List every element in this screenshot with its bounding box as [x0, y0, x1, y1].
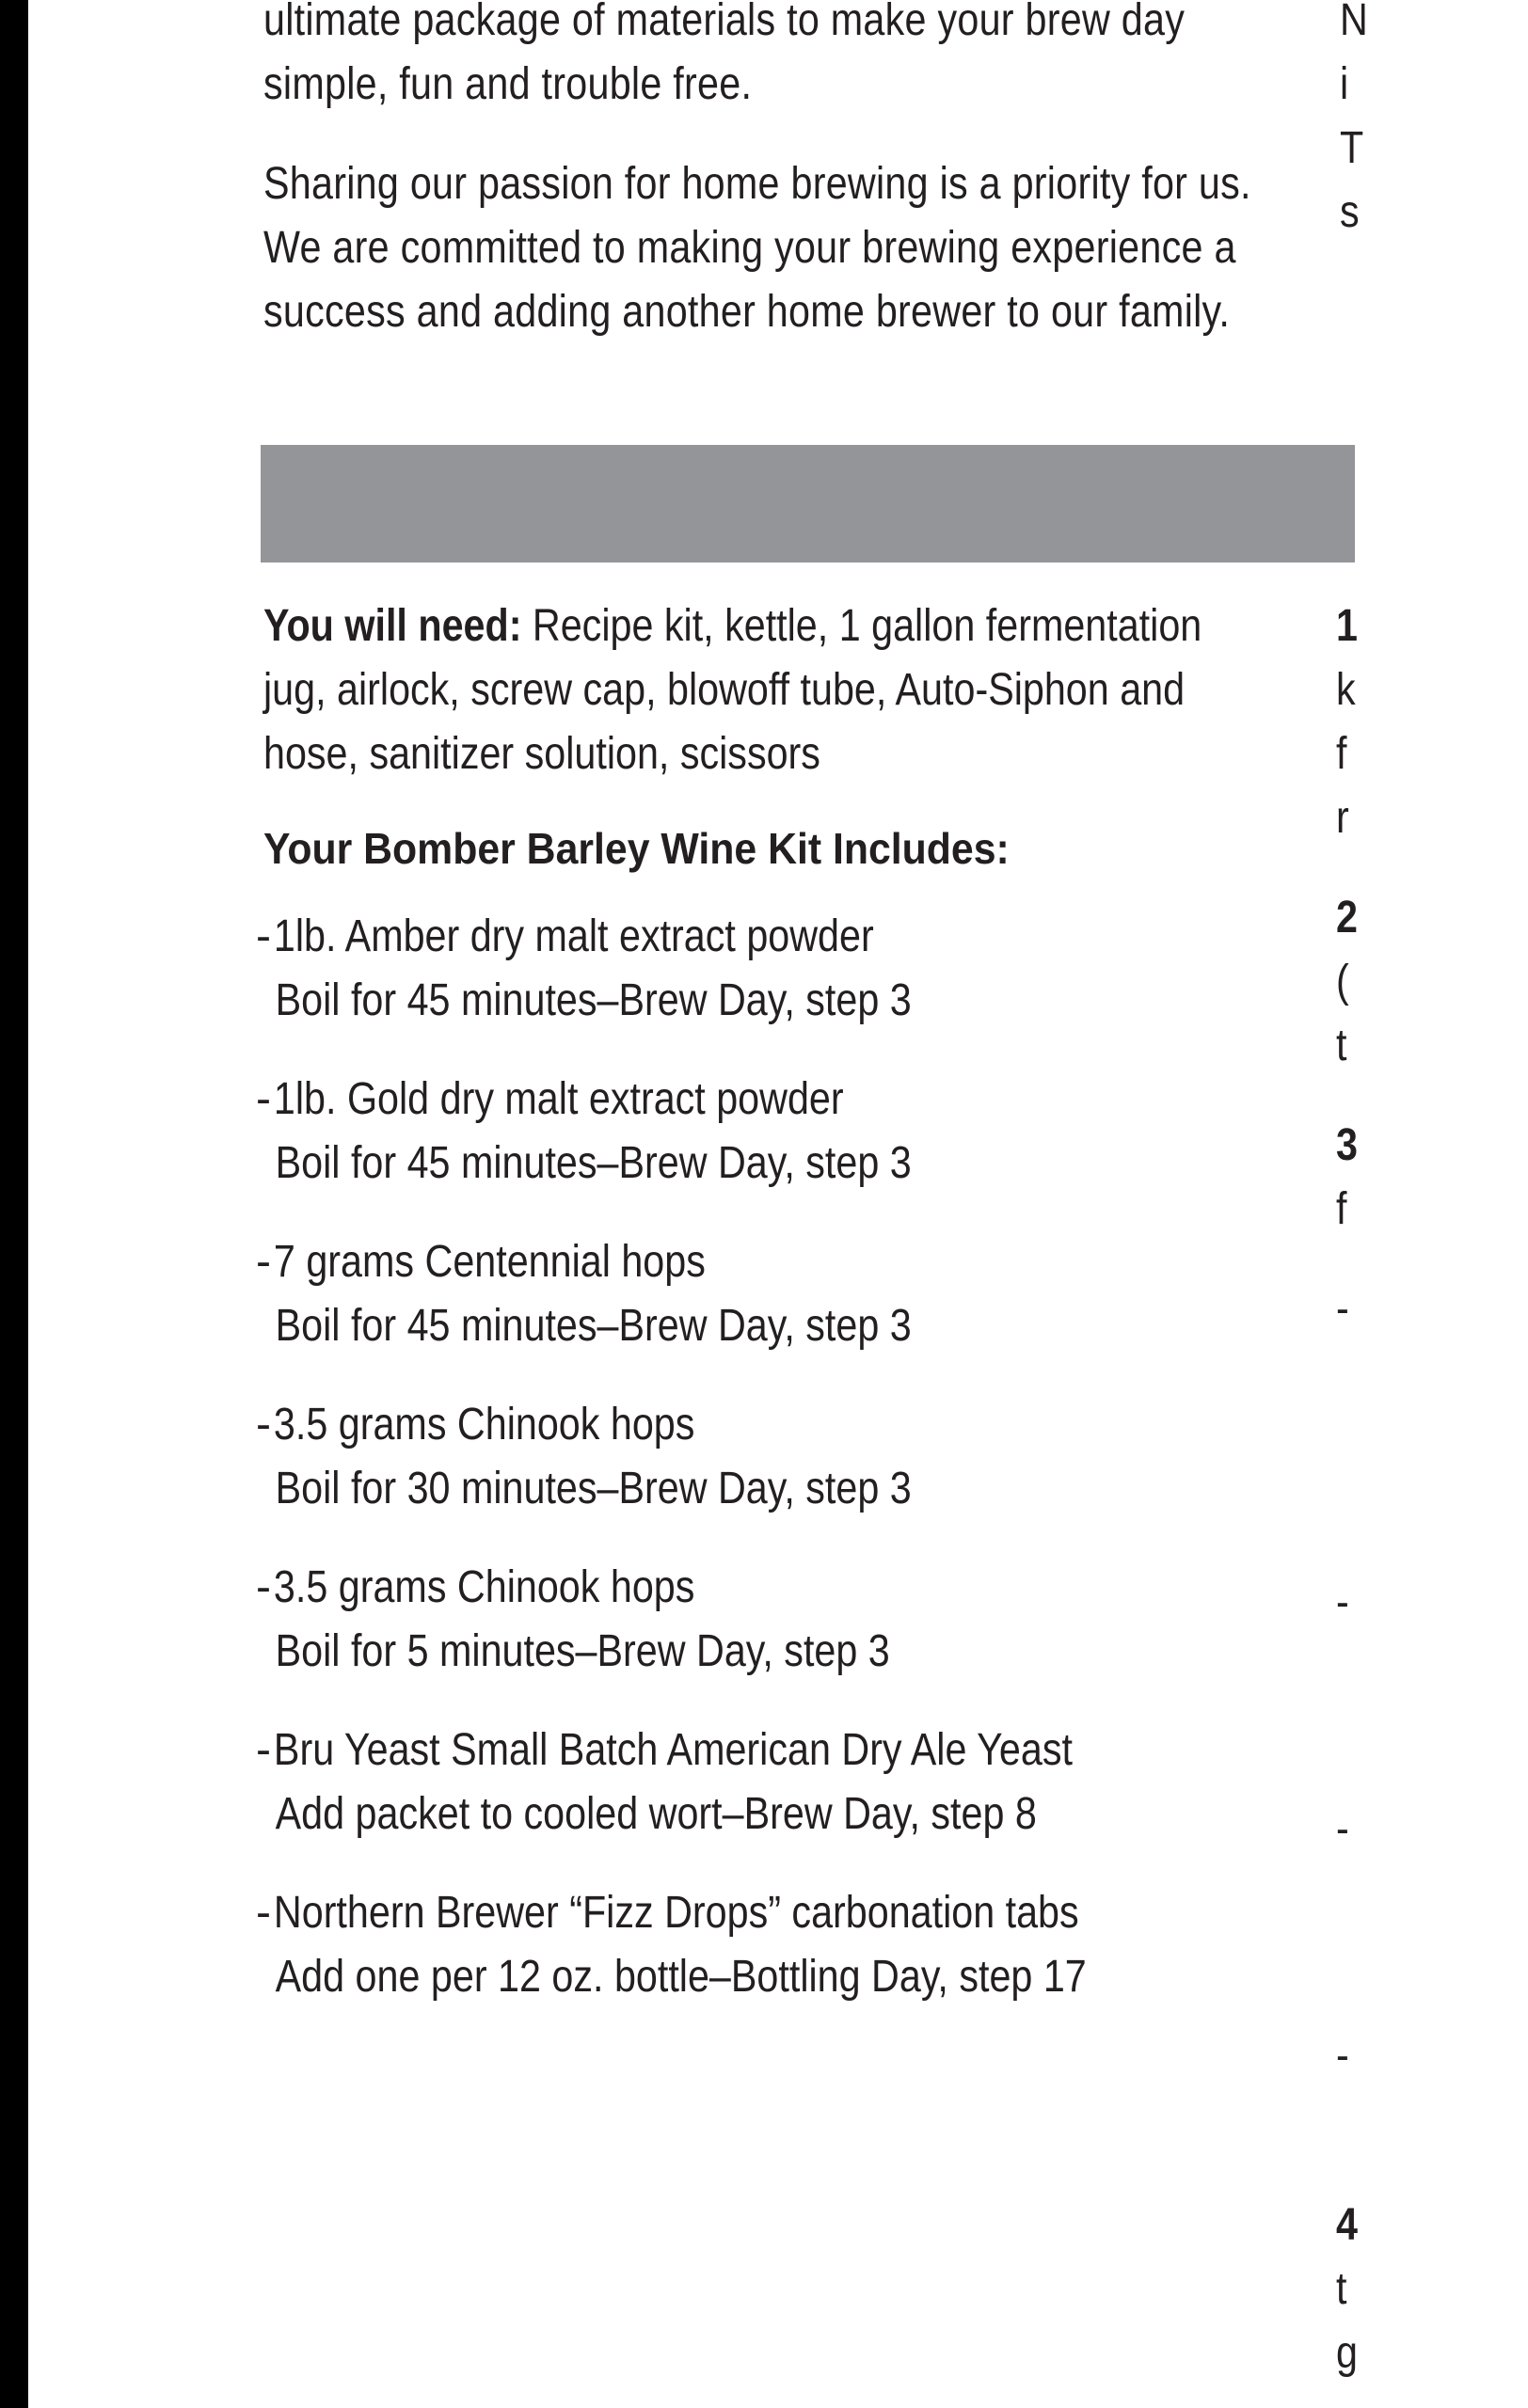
step-number-fragment: 2	[1336, 893, 1358, 943]
item-name: 3.5 grams Chinook hops	[273, 1562, 695, 1612]
item-name: 1lb. Gold dry malt extract powder	[273, 1074, 844, 1124]
cutoff-letter: (	[1336, 957, 1349, 1006]
cutoff-dash: -	[1336, 1577, 1349, 1627]
list-dash: -	[256, 911, 271, 961]
list-dash: -	[256, 1237, 271, 1287]
kit-contents-section	[256, 594, 1261, 2044]
cutoff-dash: -	[1336, 1284, 1349, 1334]
you-will-need-list: Recipe kit, kettle, 1 gallon fermentation jug, airlock, screw cap, blowoff tube, Auto-Siphon and hose, sanitizer solution, scissors	[263, 601, 1202, 779]
section-header-band	[261, 445, 1355, 562]
cutoff-letter: t	[1336, 2264, 1347, 2314]
list-item	[256, 1393, 1261, 1521]
item-name: Bru Yeast Small Batch American Dry Ale Yeast	[273, 1725, 1073, 1775]
item-name: 7 grams Centennial hops	[273, 1237, 706, 1287]
left-edge-bar	[0, 0, 28, 2408]
kit-includes-heading: Your Bomber Barley Wine Kit Includes:	[263, 824, 1010, 873]
item-detail: Boil for 45 minutes–Brew Day, step 3	[275, 1301, 912, 1351]
cutoff-letter: T	[1340, 123, 1364, 173]
item-detail: Add one per 12 oz. bottle–Bottling Day, step 17	[275, 1952, 1087, 2002]
cutoff-letter: f	[1336, 729, 1347, 779]
cutoff-letter: s	[1340, 187, 1360, 237]
cutoff-letter: f	[1336, 1184, 1347, 1234]
item-name: 1lb. Amber dry malt extract powder	[273, 911, 874, 961]
cutoff-letter: i	[1340, 59, 1349, 109]
intro-section	[263, 0, 1261, 344]
item-detail: Add packet to cooled wort–Brew Day, step 8	[275, 1789, 1037, 1839]
you-will-need-label: You will need:	[263, 601, 522, 651]
right-column-cutoff-top	[1340, 0, 1528, 245]
list-dash: -	[256, 1400, 271, 1450]
cutoff-letter: t	[1336, 1021, 1347, 1070]
intro-paragraph-1: ultimate package of materials to make your brew day simple, fun and trouble free.	[263, 0, 1186, 109]
cutoff-dash: -	[1336, 1804, 1349, 1854]
you-will-need-text	[263, 594, 1259, 786]
item-detail: Boil for 30 minutes–Brew Day, step 3	[275, 1464, 912, 1513]
list-dash: -	[256, 1074, 271, 1124]
list-dash: -	[256, 1725, 271, 1775]
list-item	[256, 905, 1261, 1033]
list-item	[256, 1881, 1261, 2009]
step-number-fragment: 3	[1336, 1120, 1358, 1170]
cutoff-letter: r	[1336, 793, 1349, 843]
step-number-fragment: 4	[1336, 2200, 1358, 2250]
list-item	[256, 1230, 1261, 1358]
cutoff-dash: -	[1336, 2031, 1349, 2081]
item-detail: Boil for 5 minutes–Brew Day, step 3	[275, 1626, 890, 1676]
list-dash: -	[256, 1562, 271, 1612]
cutoff-letter: N	[1340, 0, 1368, 45]
list-item	[256, 1068, 1261, 1196]
cutoff-letter: g	[1336, 2328, 1358, 2378]
kit-items-list	[256, 905, 1261, 2009]
list-item	[256, 1556, 1261, 1684]
item-detail: Boil for 45 minutes–Brew Day, step 3	[275, 1138, 912, 1188]
item-name: 3.5 grams Chinook hops	[273, 1400, 695, 1450]
list-item	[256, 1719, 1261, 1846]
intro-paragraph-2: Sharing our passion for home brewing is a priority for us. We are committed to making your brewing experience a success and adding another home brewer to our family.	[263, 159, 1251, 337]
item-detail: Boil for 45 minutes–Brew Day, step 3	[275, 975, 912, 1025]
list-dash: -	[256, 1888, 271, 1938]
cutoff-letter: k	[1336, 665, 1356, 715]
step-number-fragment: 1	[1336, 601, 1358, 651]
item-name: Northern Brewer “Fizz Drops” carbonation tabs	[273, 1888, 1079, 1938]
